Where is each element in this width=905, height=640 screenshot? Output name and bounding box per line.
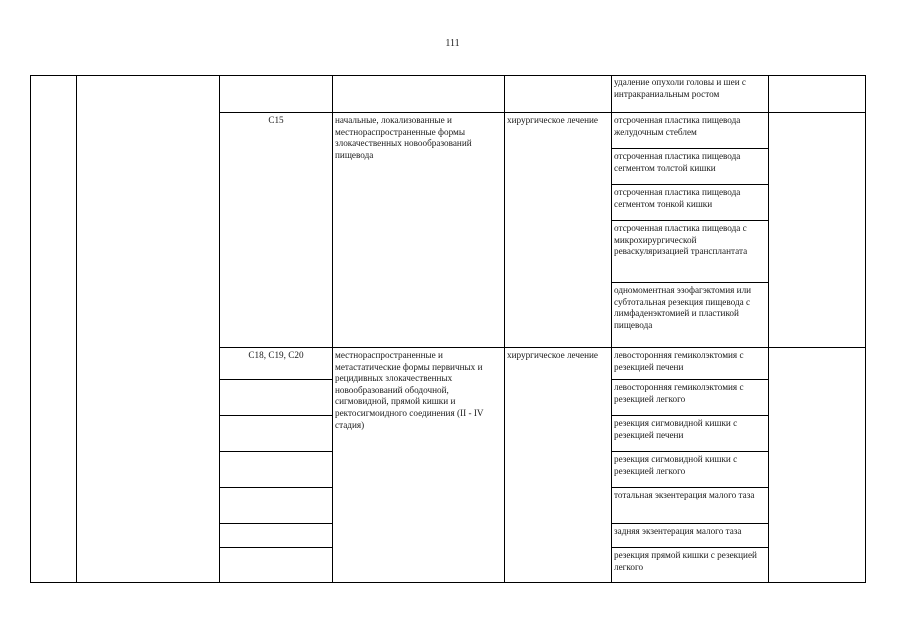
page-number: 111 — [445, 38, 460, 49]
c15-treatment-cell: хирургическое лечение — [505, 113, 612, 348]
column-care-type-cell — [77, 75, 220, 583]
row-head-code-cell — [220, 75, 333, 113]
c18-method-cell: левосторонняя гемиколэктомия с резекцией легкого — [612, 380, 769, 416]
c15-cost-cell — [769, 113, 866, 348]
c18-cost-cell — [769, 348, 866, 583]
c15-method-cell: отсроченная пластика пищевода с микрохирургической реваскуляризацией трансплантата — [612, 221, 769, 283]
c15-code-cell: C15 — [220, 113, 333, 348]
c18-code-cell-empty — [220, 380, 333, 416]
c18-model-cell: местнораспространенные и метастатические формы первичных и рецидивных злокачественных новообразований ободочной, сигмовидной, прямой кишки и ректосигмоидного соединения (II - IV стадия) — [333, 348, 505, 583]
row-head-treatment-cell — [505, 75, 612, 113]
column-number-cell — [30, 75, 77, 583]
c18-method-cell: левосторонняя гемиколэктомия с резекцией печени — [612, 348, 769, 380]
c15-method-cell: отсроченная пластика пищевода сегментом толстой кишки — [612, 149, 769, 185]
row-head-model-cell — [333, 75, 505, 113]
medical-care-table — [30, 75, 866, 583]
c18-method-cell: задняя экзентерация малого таза — [612, 524, 769, 548]
c18-treatment-cell: хирургическое лечение — [505, 348, 612, 583]
c15-model-cell: начальные, локализованные и местнораспространенные формы злокачественных новообразований пищевода — [333, 113, 505, 348]
c18-code-cell-empty — [220, 488, 333, 524]
c18-code-cell-empty — [220, 548, 333, 583]
row-head-method-cell: удаление опухоли головы и шеи с интракраниальным ростом — [612, 75, 769, 113]
c15-method-cell: отсроченная пластика пищевода сегментом тонкой кишки — [612, 185, 769, 221]
c15-method-cell: отсроченная пластика пищевода желудочным стеблем — [612, 113, 769, 149]
c18-method-cell: тотальная экзентерация малого таза — [612, 488, 769, 524]
c18-code-cell: C18, C19, C20 — [220, 348, 333, 380]
c18-method-cell: резекция сигмовидной кишки с резекцией легкого — [612, 452, 769, 488]
c15-method-cell: одномоментная эзофагэктомия или субтотальная резекция пищевода с лимфаденэктомией и пластикой пищевода — [612, 283, 769, 348]
c18-code-cell-empty — [220, 416, 333, 452]
row-head-cost-cell — [769, 75, 866, 113]
c18-method-cell: резекция сигмовидной кишки с резекцией печени — [612, 416, 769, 452]
c18-code-cell-empty — [220, 524, 333, 548]
c18-method-cell: резекция прямой кишки с резекцией легкого — [612, 548, 769, 583]
c18-code-cell-empty — [220, 452, 333, 488]
